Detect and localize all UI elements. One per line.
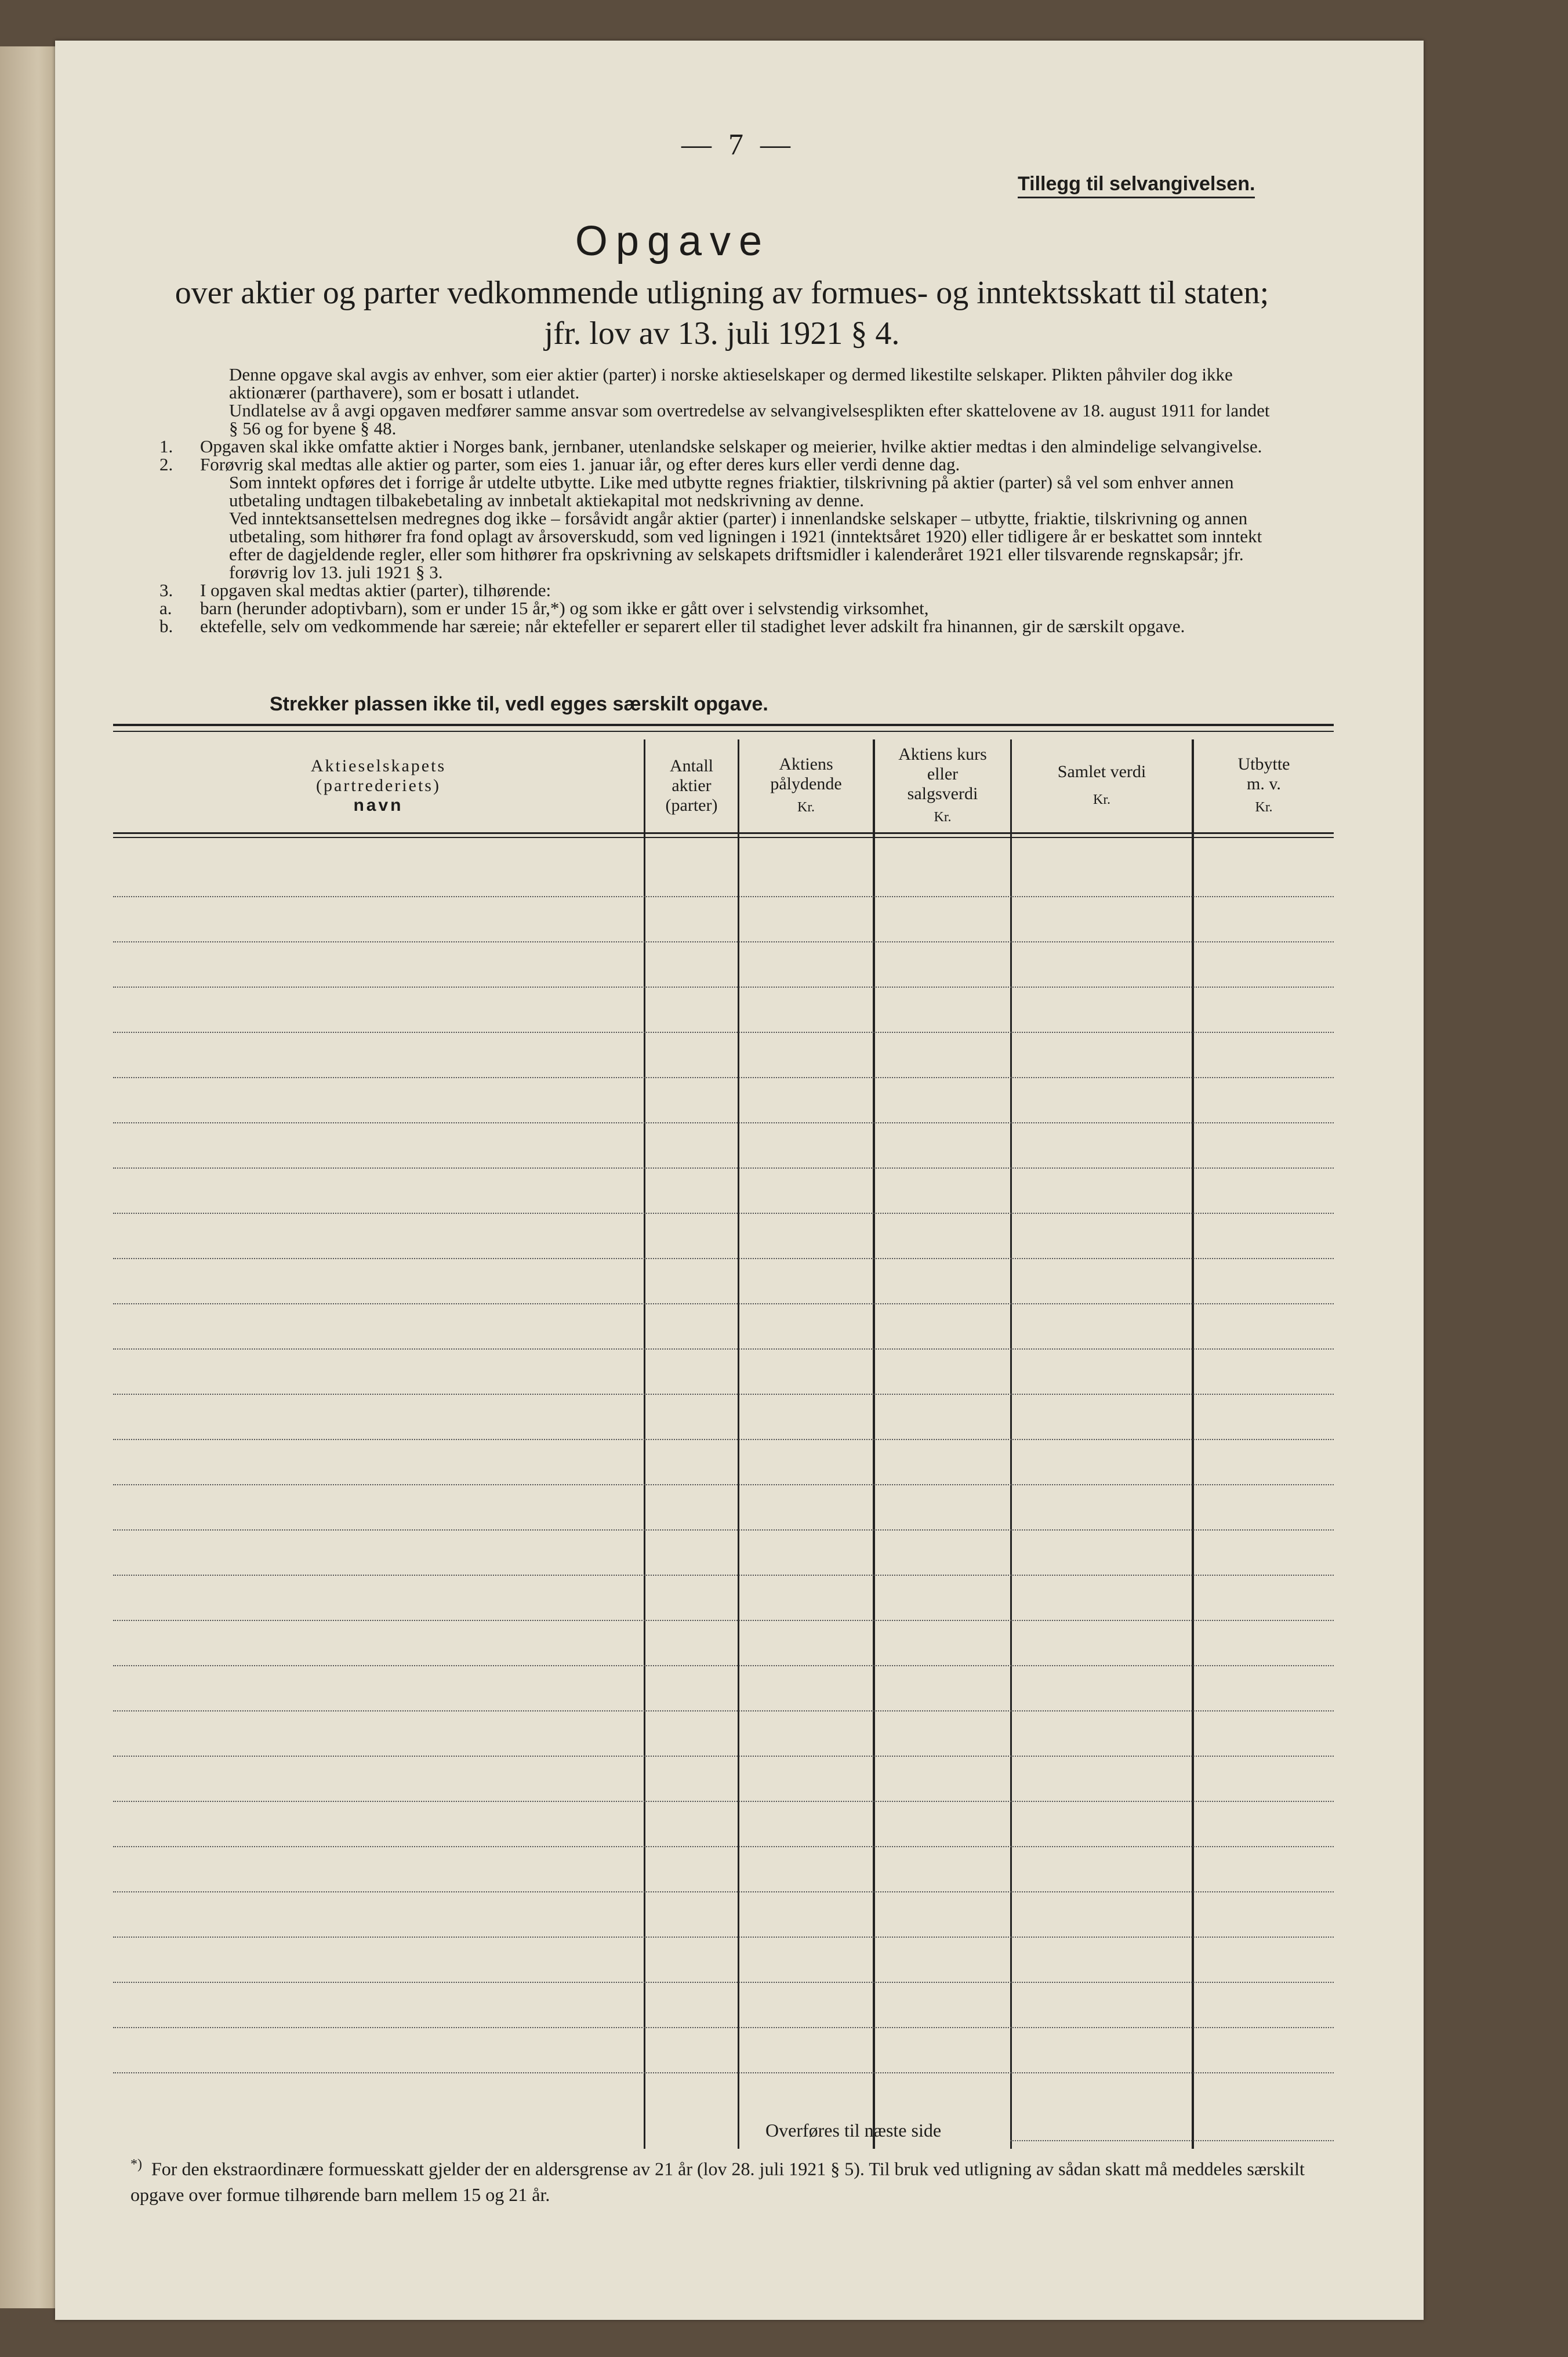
- header-company-name: [113, 745, 644, 826]
- header-text: Antall: [670, 756, 713, 775]
- instruction-paragraph-2: Undlatelse av å avgi opgaven medfører samme ansvar som overtredelse av selvangivelsesplikten efter skattelovene av 18. august 1911 for landet § 56 og for byene § 48.: [229, 400, 1270, 438]
- footnote-mark: *): [130, 2157, 142, 2172]
- table-row-line: [113, 1529, 1334, 1531]
- table-row-line: [113, 1801, 1334, 1802]
- header-text: Aktieselskapets: [310, 756, 447, 775]
- table-row-line: [113, 1032, 1334, 1033]
- subtitle-line-2: jfr. lov av 13. juli 1921 § 4.: [544, 316, 900, 351]
- form-subtitle: [171, 273, 1273, 354]
- instruction-item-1: [159, 437, 1273, 455]
- footnote-text: For den ekstraordinære formuesskatt gjelder der en aldersgrense av 21 år (lov 28. juli 1921 § 5). Til bruk ved utligning av sådan skatt må meddeles særskilt opgave over formue tilhørende barn mellem 15 og 21 år.: [130, 2158, 1305, 2205]
- table-row-line: [113, 1665, 1334, 1666]
- item-letter: a.: [159, 598, 172, 618]
- header-text: aktier: [672, 776, 712, 795]
- header-text: Samlet verdi: [1057, 762, 1146, 781]
- table-row-line: [113, 1937, 1334, 1938]
- table-row-line: [113, 2027, 1334, 2028]
- table-row-line: [113, 987, 1334, 988]
- carry-over-line: [1010, 2140, 1334, 2141]
- table-row-line: [113, 1394, 1334, 1395]
- shares-table: [113, 739, 1334, 2149]
- table-row-line: [113, 1846, 1334, 1847]
- item-number: 2.: [159, 454, 173, 474]
- item-number: 3.: [159, 580, 173, 600]
- header-text: (parter): [665, 796, 718, 815]
- table-row-line: [113, 1122, 1334, 1123]
- table-row-line: [113, 1756, 1334, 1757]
- header-unit: Kr.: [797, 800, 815, 815]
- instructions: [159, 365, 1273, 635]
- item-number: 1.: [159, 436, 173, 456]
- page-number: — 7 —: [681, 128, 795, 161]
- space-notice: Strekker plassen ikke til, vedl egges særskilt opgave.: [270, 693, 768, 715]
- form-page: [55, 41, 1424, 2320]
- table-row-line: [113, 1348, 1334, 1350]
- instruction-item-3: [159, 581, 1273, 599]
- header-total-value: [1012, 745, 1192, 826]
- header-text: eller: [927, 764, 959, 784]
- table-row-line: [113, 1258, 1334, 1259]
- header-text: m. v.: [1247, 774, 1281, 793]
- table-row-line: [113, 1710, 1334, 1711]
- header-share-count: [645, 745, 738, 826]
- table-row-line: [113, 1484, 1334, 1485]
- table-row-line: [113, 1303, 1334, 1304]
- header-text: pålydende: [770, 774, 842, 793]
- header-text: Utbytte: [1237, 755, 1290, 774]
- header-text: navn: [353, 796, 404, 815]
- divider-top: [113, 724, 1334, 726]
- item-text: ektefelle, selv om vedkommende har særeie; når ektefeller er separert eller til stadighet lever adskilt fra hinannen, gir de særskilt opgave.: [200, 616, 1185, 636]
- item-letter: b.: [159, 616, 173, 636]
- header-unit: Kr.: [934, 810, 952, 825]
- instruction-item-3b: [159, 617, 1273, 635]
- header-text: salgsverdi: [907, 784, 978, 803]
- header-separator-thin: [113, 837, 1334, 838]
- table-row-line: [113, 1213, 1334, 1214]
- table-row-line: [113, 896, 1334, 897]
- footnote: [130, 2152, 1337, 2207]
- header-text: Aktiens: [779, 755, 833, 774]
- table-row-line: [113, 1620, 1334, 1621]
- instruction-paragraph-1: Denne opgave skal avgis av enhver, som eier aktier (parter) i norske aktieselskaper og dermed likestilte selskaper. Plikten påhviler dog ikke aktionærer (parthavere), som er bosatt i utlandet.: [229, 364, 1233, 402]
- table-row-line: [113, 1891, 1334, 1892]
- table-row-line: [113, 1077, 1334, 1078]
- instruction-item-2c: Ved inntektsansettelsen medregnes dog ikke – forsåvidt angår aktier (parter) i innenlandske selskaper – utbytte, friaktie, tilskrivning og annen utbetaling, som hithører fra fond oplagt av årsoverskudd, som ved ligningen i 1921 (inntektsåret 1920) eller tidligere år er beskattet som inntekt efter de dagjeldende regler, eller som hithører fra opskrivning av selskapets driftsmidler i kalenderåret 1921 eller tilsvarende regnskapsår; jfr. forøvrig lov 13. juli 1921 § 3.: [229, 508, 1262, 582]
- header-market-value: [875, 745, 1010, 826]
- header-par-value: [739, 745, 873, 826]
- item-text: Opgaven skal ikke omfatte aktier i Norges bank, jernbaner, utenlandske selskaper og meierier, hvilke aktier medtas i den almindelige selvangivelse.: [200, 436, 1262, 456]
- header-separator: [113, 832, 1334, 834]
- table-row-line: [113, 1575, 1334, 1576]
- item-text: Forøvrig skal medtas alle aktier og parter, som eies 1. januar iår, og efter deres kurs eller verdi denne dag.: [200, 454, 960, 474]
- item-text: barn (herunder adoptivbarn), som er under 15 år,*) og som ikke er gått over i selvstendig virksomhet,: [200, 598, 929, 618]
- table-row-line: [113, 2072, 1334, 2073]
- header-unit: Kr.: [1255, 800, 1273, 815]
- form-title: Opgave: [575, 218, 771, 264]
- header-unit: Kr.: [1093, 792, 1110, 807]
- divider-top-thin: [113, 731, 1334, 732]
- table-row-line: [113, 1439, 1334, 1440]
- header-text: (partrederiets): [316, 776, 441, 795]
- header-text: Aktiens kurs: [898, 745, 987, 764]
- instruction-item-2b: Som inntekt opføres det i forrige år utdelte utbytte. Like med utbytte regnes friaktier, tilskrivning på aktier (parter) så vel som enhver annen utbetaling undtagen tilbakebetaling av innbetalt aktiekapital mot nedskrivning av denne.: [229, 472, 1234, 510]
- instruction-item-2: [159, 455, 1273, 473]
- table-row-line: [113, 1167, 1334, 1169]
- instruction-item-3a: [159, 599, 1273, 617]
- table-row-line: [113, 1982, 1334, 1983]
- carry-over-label: Overføres til næste side: [765, 2120, 942, 2141]
- item-text: I opgaven skal medtas aktier (parter), tilhørende:: [200, 580, 551, 600]
- header-dividend: [1194, 745, 1334, 826]
- supplement-label: Tillegg til selvangivelsen.: [1018, 173, 1255, 198]
- table-row-line: [113, 941, 1334, 942]
- subtitle-line-1: over aktier og parter vedkommende utligning av formues- og inntektsskatt til staten;: [175, 275, 1269, 311]
